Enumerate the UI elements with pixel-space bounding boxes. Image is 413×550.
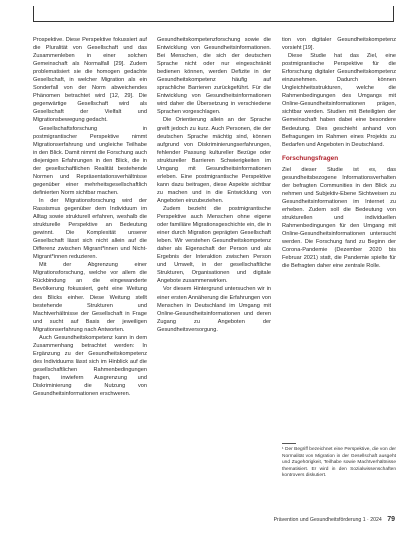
paragraph: Gesellschaftsforschung in postmigrantischer Perspektive nimmt Migrationserfahrung und ungleiche Teilhabe in den Blick. Damit nimmt die Forschung auch diejenigen Erfahrungen in den Blick, die in der gesellschaftlichen Realität bestehende Normen und Repräsentationsverhältnisse gegenüber einer mehrheitsgesellschaftlich definierten Norm sichtbar machen. [33, 125, 147, 196]
text-column-3 [282, 36, 396, 270]
header-frame [33, 6, 394, 22]
text-column-1 [33, 36, 147, 398]
paragraph: tion von digitaler Gesundheitskompetenz vorsieht [19]. [282, 37, 396, 52]
paragraph: In der Migrationsforschung wird der Rassismus gegenüber dem Individuum im Alltag sowie strukturell erfahren, weshalb die strukturelle Perspektive an Bedeutung gewinnt. Die Komplexität unserer Gesellschaft lässt sich nicht allein auf die Differenz zwischen Migrant*innen und Nicht-Migrant*innen reduzieren. [33, 197, 147, 261]
page-footer [274, 516, 395, 523]
paragraph: Zudem bezieht die postmigrantische Perspektive auch Menschen ohne eigene oder familiäre Migrationsgeschichte ein, die in einer durch Migration geprägten Gesellschaft leben. Wir verstehen Gesundheitskompetenz daher als Eigenschaft der Person und als Ergebnis der Interaktion zwischen Person und Umwelt, in der gesellschaftliche Strukturen, Organisationen und digitale Angebote zusammenwirken. [157, 205, 271, 285]
paragraph: Vor diesem Hintergrund untersuchen wir in einer ersten Annäherung die Erfahrungen von Menschen in Deutschland im Umgang mit Online-Gesundheitsinformationen und deren Zugang zu Angeboten der Gesundheitsversorgung. [157, 286, 271, 333]
text-column-2 [157, 36, 271, 334]
paragraph: Ziel dieser Studie ist es, das gesundheitsbezogene Informationsverhalten der befragten Communities in den Blick zu nehmen und Subjektiv-Ebene Sichtweisen zu Gesundheitsinformationen im Internet zu erheben. Zudem soll die Bedeutung von strukturellen und individuellen Rahmenbedingungen für den Umgang mit Online-Gesundheitsinformationen untersucht werden. Die Forschung fand zu Beginn der Corona-Pandemie (Dezember 2020 bis Februar 2021) statt, die Pandemie spielte für die Befragten daher eine zentrale Rolle. [282, 166, 396, 270]
paragraph: Diese Studie hat das Ziel, eine postmigrantische Perspektive für die Erforschung digitaler Gesundheitskompetenz einzunehmen. Dadurch können Ungleichheitsstrukturen, welche die Rahmenbedingungen des Umgangs mit Online-Gesundheitsinformationen prägen, sichtbar werden. Studien mit Beteiligten der Gemeinschaft haben dabei eine besondere Bedeutung. Dies geschieht anhand von Befragungen im Rahmen eines Projekts zu Bedarfen und Angeboten in Deutschland. [282, 53, 396, 148]
paragraph: Die Orientierung allein an der Sprache greift jedoch zu kurz. Auch Personen, die der deutschen Sprache mächtig sind, können aufgrund von Diskriminierungserfahrungen, fehlender Passung kultureller Bezüge oder struktureller Barrieren Schwierigkeiten im Umgang mit Gesundheitsinformationen erleben. Eine postmigrantische Perspektive kann dazu beitragen, diese Aspekte sichtbar zu machen und in die Entwicklung von Angeboten einzubeziehen. [157, 117, 271, 204]
paragraph: Mit der Abgrenzung einer Migrationsforschung, welche vor allem die Rückbindung an die eingewanderte Bevölkerung fokussiert, geht eine Weitung des Blicks einher. Diese Weitung stellt bestehende Strukturen und Machtverhältnisse der Gesellschaft in Frage und sucht auf Basis der jeweiligen Migrationserfahrung nach Antworten. [33, 262, 147, 333]
paragraph: Auch Gesundheitskompetenz kann in dem Zusammenhang betrachtet werden: In Ergänzung zu der Gesundheitskompetenz des Individuums lässt sich im Hinblick auf die gesellschaftlichen Rahmenbedingungen fragen, inwiefern Ausgrenzung und Diskriminierung die Nutzung von Gesundheitsinformationen erschweren. [33, 334, 147, 398]
footnote-rule [282, 443, 296, 444]
paragraph: Gesundheitskompetenzforschung sowie die Entwicklung von Gesundheitsinformationen. Bei Menschen, die sich der deutschen Sprache nicht oder nur eingeschränkt bedienen können, werden Defizite in der Gesundheitskompetenz häufig auf sprachliche Barrieren zurückgeführt. Für die Entwicklung von Gesundheitsinformationen wird daher die Übersetzung in verschiedene Sprachen vorgeschlagen. [157, 37, 271, 116]
page-number: 79 [387, 516, 395, 523]
footnote: ¹ Der Begriff bezeichnet eine Perspektive, die von der Normalität von Migration in der Gesellschaft ausgeht und Zugehörigkeit, Teilhabe sowie Machtverhältnisse thematisiert. Er wird in den Sozialwissenschaften kontrovers diskutiert. [282, 447, 396, 479]
section-heading: Forschungsfragen [282, 154, 339, 162]
journal-name: Prävention und Gesundheitsförderung 1 · 2024 [273, 517, 382, 523]
paragraph: Prospektive. Diese Perspektive fokussiert auf die Pluralität von Gesellschaft und das Zusammenleben in einer solchen Gemeinschaft als Normalfall [29]. Zudem problematisiert sie die homogen gedachte Gesellschaft, in welcher Migration als ein Sonderfall von der Norm abweichendes Phänomen betrachtet wird [12, 29]. Die gegenwärtige Gesellschaft wird als Gesellschaft der Vielfalt und Migrationsbewegung gedacht. [33, 37, 147, 124]
